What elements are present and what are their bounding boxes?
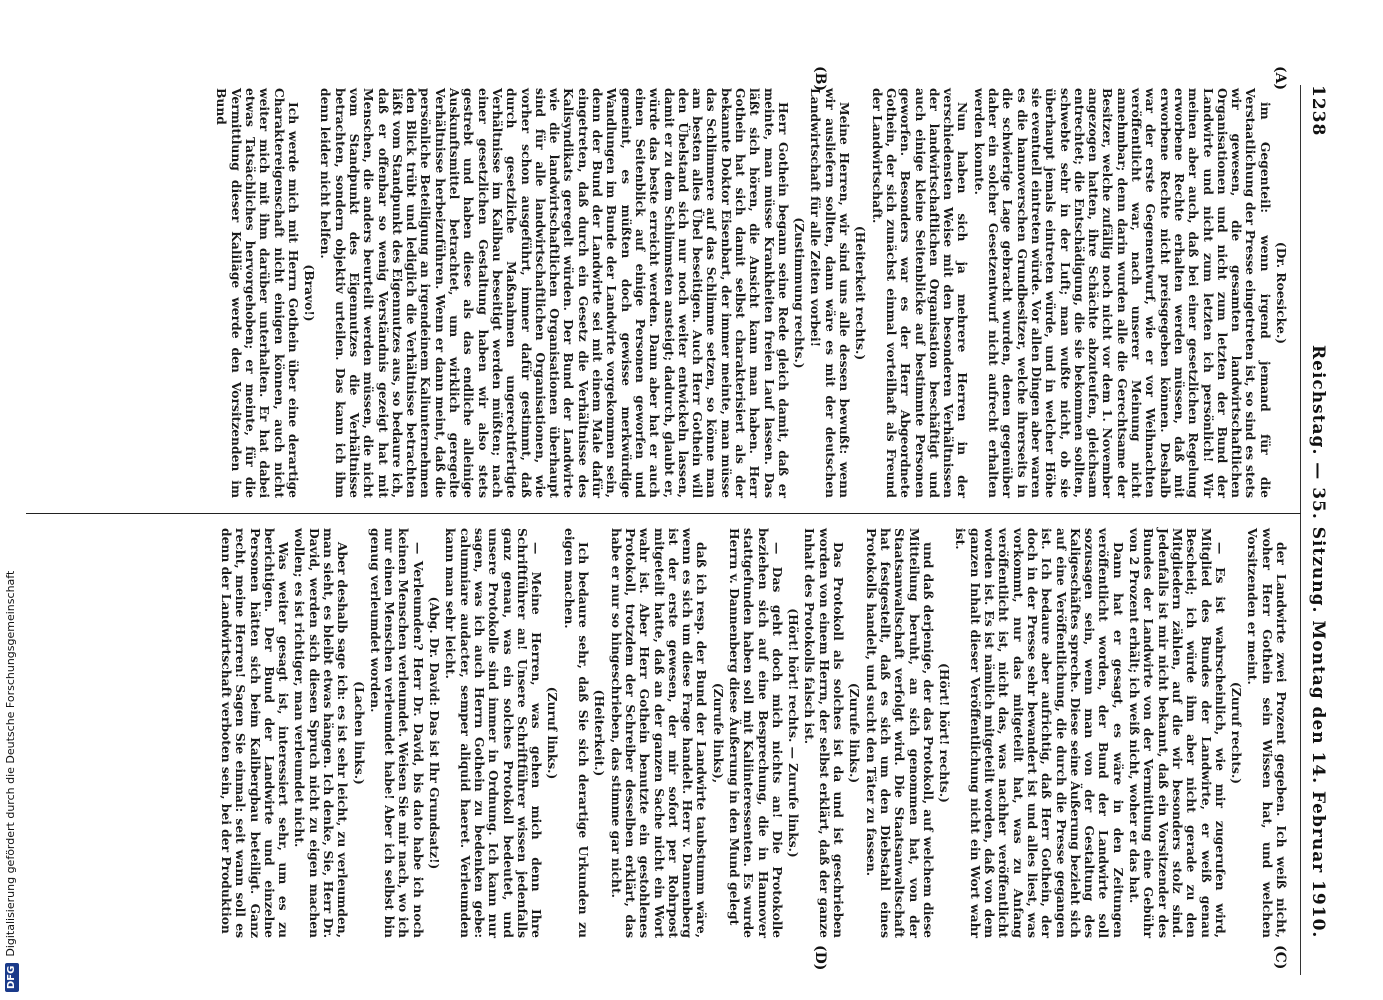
paragraph: — Es ist wahrscheinlich, wie mir zugerufen wird, Mitglied des Bundes der Landwirte, er weiß genau Bescheid; ich würde ihm aber nicht gerade zu den Mitgliedern zählen, auf die wir besonders stolz sind. Jedenfalls ist mir nicht bekannt, daß ein Vorsitzender des Bundes der Landwirte von der Vermittlung eine Gebühr von 2 Prozent erhält; ich weiß nicht, woher er das hat.	[1127, 528, 1228, 938]
interjection: (Hört! hört! rechts.)	[937, 663, 953, 803]
paragraph: der Landwirte zwei Prozent gegeben. Ich weiß nicht, woher Herr Gothein sein Wissen hat, und welchen Vorsitzenden er meint.	[1245, 528, 1289, 938]
paragraph: Das Protokoll als solches ist da und ist geschrieben worden von einem Herrn, der selbst erklärt, daß der ganze Inhalt des Protokolls falsch ist.	[802, 528, 847, 938]
page-number: 1238	[1308, 85, 1328, 137]
interjection: (Heiterkeit.)	[592, 689, 608, 777]
interjection: (Heiterkeit rechts.)	[853, 225, 869, 361]
paragraph: Nun haben sich ja mehrere Herren in der verschiedensten Weise mit den besonderen Verhältnissen der landwirtschaftlichen Organisation beschäftigt und auch einige kleine Seitenblicke auf bestimmte Personen geworfen. Besonders war es der Herr Abgeordnete Gothein, der sich zunächst einmal vorteilhaft als Freund der Landwirtschaft.	[869, 88, 971, 498]
paragraph: Herr Gothein begann seine Rede gleich damit, daß er meinte, man müsse Krankheiten freien Lauf lassen. Das läßt sich hören, die Ansicht kann man haben. Herr Gothein hat sich damit selbst charakterisiert als der bekannte Doktor Eisenbart, der immer meinte, man müsse das Schlimmere auf das Schlimme setzen, so könne man am besten alles Übel beseitigen. Auch Herr Gothein will den Übelstand sich nur noch weiter entwickeln lassen, damit er zu dem Schlimmsten ansteigt; dadurch, glaubt er, würde das beste erreicht werden. Dann aber hat er auch einen Seitenblick auf einige Personen geworfen und gemeint, es müßten doch gewisse merkwürdige Wandlungen im Bunde der Landwirte vorgekommen sein, denn der Bund der Landwirte sei mit einem Male dafür eingetreten, daß durch ein Gesetz die Verhältnisse des Kalisyndikats geregelt würden. Der Bund der Landwirte wie die landwirtschaftlichen Organisationen überhaupt sind für alle landwirtschaftlichen Organisationen, wie vorher schon ausgeführt, immer dafür gestimmt, daß durch gesetzliche Maßnahmen ungerechtfertigte Verhältnisse im Kalibau beseitigt werden müßten; nach einer gesetzlichen Gestaltung haben wir also stets gestrebt und haben diese als das endliche alleinige Auskunftsmittel betrachtet, um wirklich geregelte Verhältnisse herbeizuführen. Wenn er dann meint, daß die persönliche Beteiligung an irgendeinem Kaliunternehmen den Blick trübt und lediglich die Verhältnisse betrachten läßt vom Standpunkt des Eigennutzes aus, so bedaure ich, daß er offenbar so wenig Verständnis gezeigt hat mit Menschen, die anders beurteilt werden müssen, die nicht vom Standpunkt des Eigennutzes die Verhältnisse betrachten, sondern objektiv urteilen. Das kann ich ihm denn leider nicht helfen.	[318, 88, 791, 498]
interjection: (Zuruf rechts.)	[1229, 681, 1245, 785]
paragraph: — Verleumden? Herr Dr. David, bis dato habe ich noch keinen Menschen verleumdet. Weisen Sie mir nach, wo ich nur einen Menschen verleumdet habe! Aber ich selbst bin genug verleumdet worden.	[367, 528, 426, 938]
interjection: (Zustimmung rechts.)	[792, 217, 808, 369]
right-column	[217, 528, 1288, 938]
margin-mark-a: (A)	[1272, 66, 1288, 91]
paragraph: — Meine Herren, was gehen mich denn Ihre Schriftführer an! Unsere Schriftführer wissen jedenfalls ganz genau, was ein solches Protokoll bedeutet, und unsere Protokolle sind immer in Ordnung. Ich kann nur sagen, was ich auch Herrn Gothein zu bedenken gebe: calumniare audacter, semper aliquid haeret. Verleumden kann man sehr leicht.	[443, 528, 545, 938]
paragraph: Was weiter gesagt ist, interessiert sehr, um es zu berichtigen. Der Bund der Landwirte und einzelne Personen hätten sich beim Kalibergbau beteiligt. Ganz recht, meine Herren! Sagen Sie einmal: seit wann soll es denn der Landwirtschaft verboten sein, bei der Produktion	[218, 528, 292, 938]
digitization-credit-text: Digitalisierung gefördert durch die Deutsche Forschungsgemeinschaft	[4, 570, 17, 957]
dfg-logo: DFG	[5, 963, 19, 992]
paragraph: und daß derjenige, der das Protokoll, auf welchem diese Mitteilung beruht, an sich genommen hat, von der Staatsanwaltschaft verfolgt wird. Die Staatsanwaltschaft hat festgestellt, daß es sich um den Diebstahl eines Protokolls handelt, und sucht den Täter zu fassen.	[863, 528, 936, 938]
margin-mark-d: (D)	[812, 945, 828, 971]
column-divider	[26, 513, 1301, 514]
header-rule	[1300, 85, 1301, 975]
interjection: (Zurufe links.)	[847, 682, 863, 784]
left-column	[212, 88, 1288, 498]
interjection: (Abg. Dr. David: Das ist Ihr Grundsatz!)	[427, 596, 443, 870]
paragraph: daß ich resp. der Bund der Landwirte taubstumm wäre, wenn es sich um diese Frage handelt. Herr v. Dannenberg ist der erste gewesen, der mir sofort per Rohrpost mitgeteilt hatte, daß an der ganzen Sache nicht ein Wort wahr ist. Aber Herr Gothein benutzte ein gestohlenes Protokoll, trotzdem der Schreiber desselben erklärt, das habe er nur so hingeschrieben, das stimme gar nicht.	[608, 528, 710, 938]
running-title: Reichstag. — 35. Sitzung. Montag den 14. Februar 1910.	[1308, 345, 1328, 939]
paragraph: im Gegenteil: wenn irgend jemand für die Verstaatlichung der Presse eingetreten ist, so sind es stets wir gewesen, die gesamten landwirtschaftlichen Organisationen und nicht zum letzten der Bund der Landwirte und nicht zum letzten ich persönlich! Wir meinen aber auch, daß bei einer gesetzlichen Regelung erworbene Rechte erhalten werden müssen, daß mit erworbene Rechte nicht preisgegeben können. Deshalb war der erste Gegenentwurf, wie er vor Weihnachten veröffentlicht war, nach unserer Meinung nicht annehmbar; denn darin wurden alle die Gerechtsame der Besitzer, welche zufällig noch nicht vor dem 1. November angezogen hatten, ihre Schächte abzuteufen, gleichsam entrechtet; die Entschädigung, die sie bekommen sollten, schwebte sehr in der Luft; man wußte nicht, ob sie überhaupt jemals eintreten würde, und in welcher Höhe sie eventuell eintreten würde. Vor allen Dingen aber waren es die hannoverschen Grundbesitzer, welche ihrerseits in die schwierige Lage gebracht wurden, denen gegenüber daher ein solcher Gesetzentwurf nicht aufrecht erhalten werden konnte.	[971, 88, 1273, 498]
interjection: (Bravo!)	[302, 264, 318, 322]
paragraph: — Das geht doch mich nichts an! Die Protokolle beziehen sich auf eine Besprechung, die in Hannover stattgefunden haben soll mit Kaliinteressenten. Es wurde Herrn v. Dannenberg diese Äußerung in den Mund gelegt	[727, 528, 785, 938]
interjection: (Zurufe links),	[710, 682, 726, 784]
interjection: (Lachen links.)	[351, 681, 367, 785]
paragraph: Aber deshalb sage ich: es ist sehr leicht, zu verleumden, man sieht, es bleibt etwas hängen. Ich denke, Sie, Herr Dr. David, werden sich diesen Spruch nicht zu eigen machen wollen; es ist richtiger, man verleumdet nicht.	[292, 528, 351, 938]
interjection: (Zuruf links.)	[545, 686, 561, 780]
margin-mark-b: (B)	[812, 66, 828, 92]
speaker-tag: (Dr. Roesicke.)	[1274, 241, 1289, 345]
paragraph: Ich bedaure sehr, daß Sie sich derartige Urkunden zu eigen machen.	[561, 528, 592, 938]
page-header	[1306, 85, 1328, 975]
margin-mark-c: (C)	[1272, 945, 1288, 970]
paragraph: Dann hat er gesagt, es wäre in den Zeitungen veröffentlicht worden, der Bund der Landwirte soll sozusagen sein, wenn man von der Gestaltung des Kaligeschäftes spreche. Diese seine Äußerung bezieht sich auf eine Veröffentlichung, die durch die Presse gegangen ist. Ich bedaure aber aufrichtig, daß Herr Gothein, der doch in der Presse sehr bewandert ist und alles liest, was vorkommt, nur das mitgeteilt hat, was zu Anfang veröffentlicht ist, nicht das, was nachher veröffentlicht worden ist. Es ist nämlich mitgeteilt worden, daß von dem ganzen Inhalt dieser Veröffentlichung nicht ein Wort wahr ist.	[953, 528, 1126, 938]
interjection: (Hört! hört! rechts. — Zurufe links.)	[786, 608, 802, 858]
paragraph: Ich werde mich mit Herrn Gothein über eine derartige Charaktereigenschaft nicht einigen können, auch nicht weiter mich mit ihm darüber unterhalten. Er hat dabei etwas Tatsächliches hervorgehoben; er meinte, für die Vermittlung dieser Kaliläge werde den Vorsitzenden im Bund	[214, 88, 301, 498]
paragraph: Meine Herren, wir sind uns alle dessen bewußt: wenn wir ausliefern sollten, dann wäre es mit der deutschen Landwirtschaft für alle Zeiten vorbei!	[808, 88, 853, 498]
